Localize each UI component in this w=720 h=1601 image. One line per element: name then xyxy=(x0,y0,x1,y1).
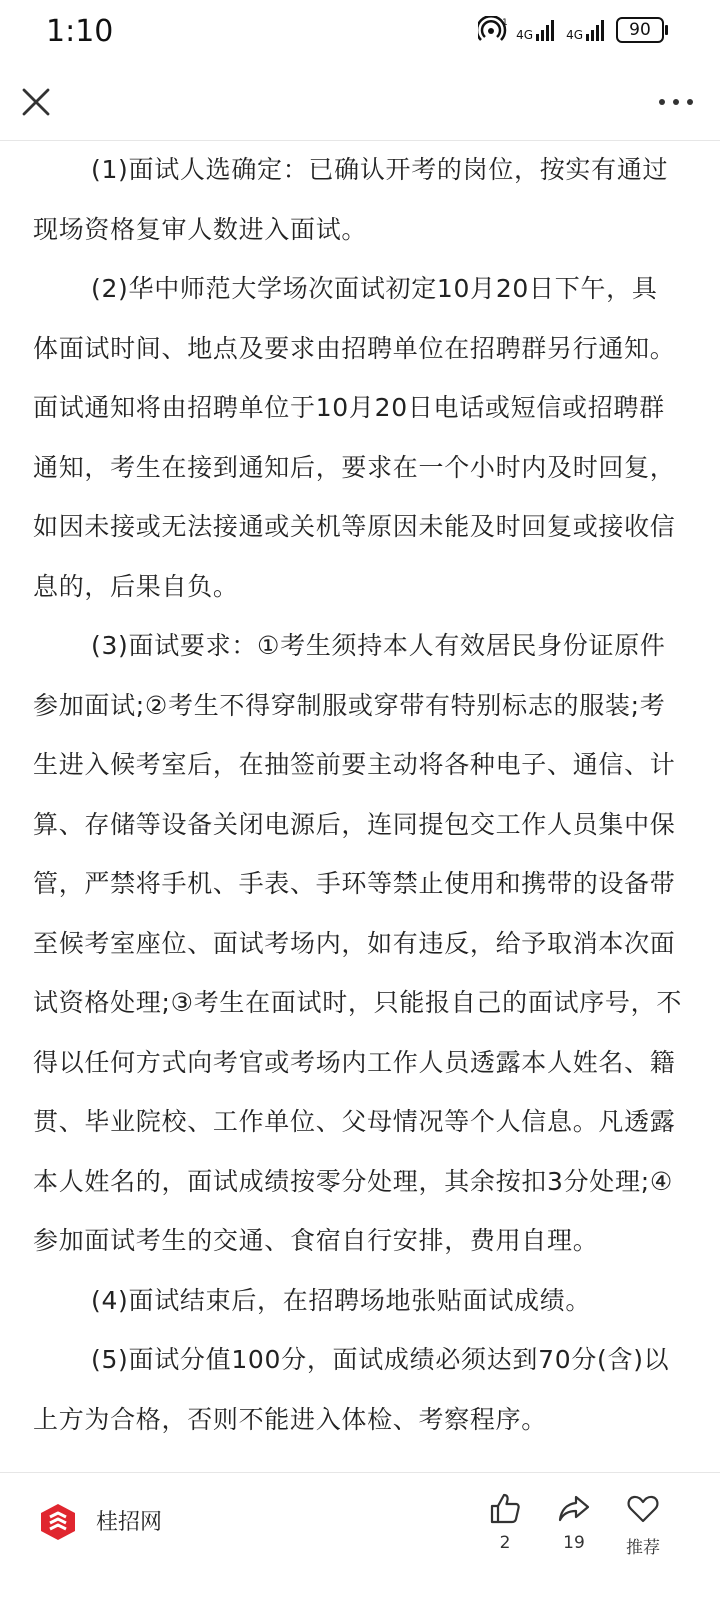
recommend-button[interactable] xyxy=(608,1491,678,1558)
recommend-label: 推荐 xyxy=(626,1538,660,1558)
heart-icon xyxy=(626,1491,660,1525)
close-icon[interactable] xyxy=(18,84,54,120)
signal-1 xyxy=(516,19,558,41)
article-paragraph: (5)面试分值100分，面试成绩必须达到70分(含)以上方为合格，否则不能进入体检、考察程序。 xyxy=(33,1345,670,1434)
brand-name[interactable]: 桂招网 xyxy=(96,1510,163,1535)
like-count: 2 xyxy=(499,1533,511,1553)
signal-bars-icon xyxy=(536,19,558,41)
hotspot-icon xyxy=(478,16,508,44)
signal-2-label: 4G xyxy=(566,28,583,42)
brand-logo-icon[interactable] xyxy=(38,1502,78,1542)
article-paragraph: (4)面试结束后，在招聘场地张贴面试成绩。 xyxy=(91,1285,592,1315)
share-arrow-icon xyxy=(557,1491,591,1525)
article-paragraph: (3)面试要求：①考生须持本人有效居民身份证原件参加面试;②考生不得穿制服或穿带有特别标志的服装;考生进入候考室后，在抽签前要主动将各种电子、通信、计算、存储等设备关闭电源后，连同提包交工作人员集中保管，严禁将手机、手表、手环等禁止使用和携带的设备带至候考室座位、面试考场内，如有违反，给予取消本次面试资格处理;③考生在面试时，只能报自己的面试序号，不得以任何方式向考官或考场内工作人员透露本人姓名、籍贯、毕业院校、工作单位、父母情况等个人信息。凡透露本人姓名的，面试成绩按零分处理，其余按扣3分处理;④参加面试考生的交通、食宿自行安排，费用自理。 xyxy=(33,631,683,1255)
bottom-bar xyxy=(0,1472,720,1601)
battery-indicator: 90 xyxy=(616,17,664,43)
share-button[interactable] xyxy=(539,1491,609,1553)
article-body xyxy=(33,140,683,1449)
share-count: 19 xyxy=(563,1533,585,1553)
signal-2 xyxy=(566,19,608,41)
signal-bars-icon xyxy=(586,19,608,41)
status-bar xyxy=(0,0,720,66)
more-icon[interactable] xyxy=(656,86,696,118)
thumbs-up-icon xyxy=(488,1491,522,1525)
svg-text:1: 1 xyxy=(502,18,508,28)
article-paragraph: (2)华中师范大学场次面试初定10月20日下午，具体面试时间、地点及要求由招聘单位在招聘群另行通知。面试通知将由招聘单位于10月20日电话或短信或招聘群通知，考生在接到通知后，要求在一个小时内及时回复，如因未接或无法接通或关机等原因未能及时回复或接收信息的，后果自负。 xyxy=(33,274,676,601)
status-icons xyxy=(478,16,664,44)
article-paragraph: (1)面试人选确定：已确认开考的岗位，按实有通过现场资格复审人数进入面试。 xyxy=(33,155,669,244)
status-time: 1:10 xyxy=(46,14,114,49)
top-nav xyxy=(0,66,720,141)
signal-1-label: 4G xyxy=(516,28,534,42)
like-button[interactable] xyxy=(470,1491,540,1553)
